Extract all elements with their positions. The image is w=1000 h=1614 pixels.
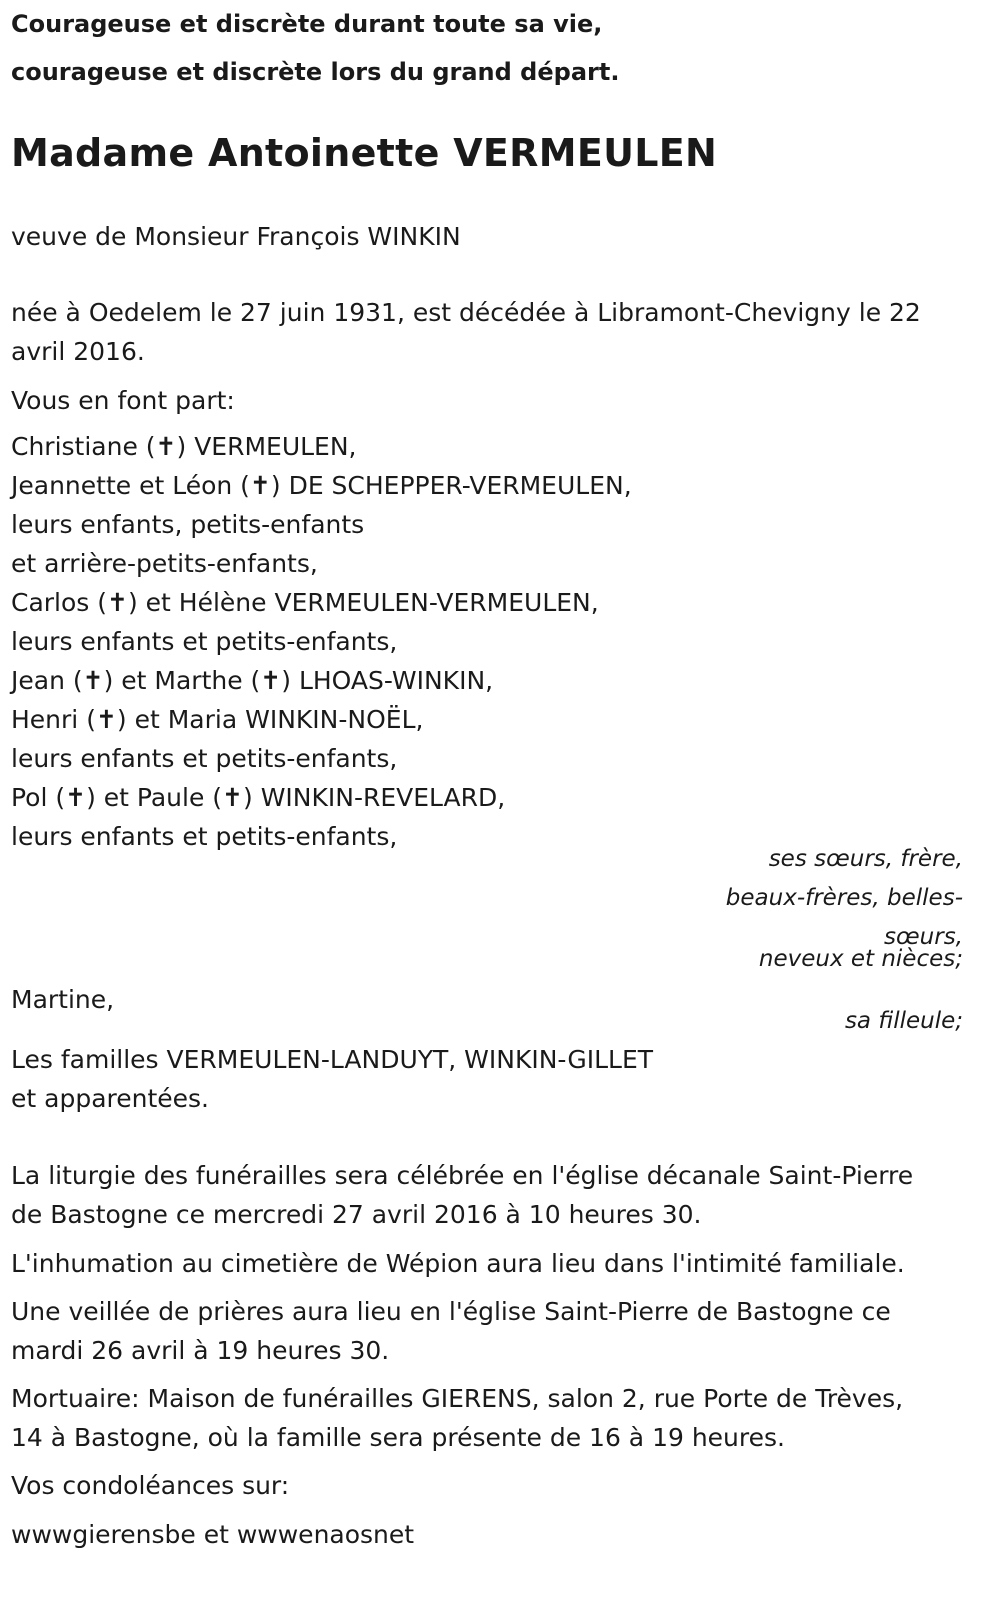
liturgy-line-1: La liturgie des funérailles sera célébrée en l'église décanale Saint-Pierre xyxy=(11,1161,914,1190)
families-line-2: et apparentées. xyxy=(11,1084,209,1113)
epigraph-line-1: Courageuse et discrète durant toute sa vie, xyxy=(11,10,603,38)
relation-note-line-1: ses sœurs, frère, xyxy=(768,846,963,872)
family-line: Henri (✝) et Maria WINKIN-NOËL, xyxy=(11,705,424,734)
relation-note-line-3: sœurs, xyxy=(884,924,963,950)
family-line: et arrière-petits-enfants, xyxy=(11,549,318,578)
announcement-intro: Vous en font part: xyxy=(11,386,235,415)
family-line: Pol (✝) et Paule (✝) WINKIN-REVELARD, xyxy=(11,783,506,812)
epigraph-line-2: courageuse et discrète lors du grand départ. xyxy=(11,58,620,86)
condolences-sites: wwwgierensbe et wwwenaosnet xyxy=(11,1520,415,1549)
burial-info: L'inhumation au cimetière de Wépion aura lieu dans l'intimité familiale. xyxy=(11,1249,905,1278)
family-line: leurs enfants et petits-enfants, xyxy=(11,744,398,773)
family-line: leurs enfants et petits-enfants, xyxy=(11,822,398,851)
widow-of: veuve de Monsieur François WINKIN xyxy=(11,222,461,251)
family-line: Carlos (✝) et Hélène VERMEULEN-VERMEULEN, xyxy=(11,588,599,617)
goddaughter-name: Martine, xyxy=(11,985,115,1014)
vigil-line-1: Une veillée de prières aura lieu en l'église Saint-Pierre de Bastogne ce xyxy=(11,1297,891,1326)
condolences-label: Vos condoléances sur: xyxy=(11,1471,290,1500)
family-line: Jeannette et Léon (✝) DE SCHEPPER-VERMEULEN, xyxy=(11,471,632,500)
birth-death-line-1: née à Oedelem le 27 juin 1931, est décédée à Libramont-Chevigny le 22 xyxy=(11,298,921,327)
relation-note-line-2: beaux-frères, belles- xyxy=(725,885,963,911)
mortuary-line-2: 14 à Bastogne, où la famille sera présente de 16 à 19 heures. xyxy=(11,1423,785,1452)
family-line: Jean (✝) et Marthe (✝) LHOAS-WINKIN, xyxy=(11,666,494,695)
vigil-line-2: mardi 26 avril à 19 heures 30. xyxy=(11,1336,390,1365)
family-line: leurs enfants, petits-enfants xyxy=(11,510,365,539)
deceased-name: Madame Antoinette VERMEULEN xyxy=(11,131,718,175)
goddaughter-note: sa filleule; xyxy=(844,1008,963,1034)
families-line-1: Les familles VERMEULEN-LANDUYT, WINKIN-GILLET xyxy=(11,1045,654,1074)
relation-note-line-4: neveux et nièces; xyxy=(758,946,963,972)
birth-death-line-2: avril 2016. xyxy=(11,337,145,366)
mortuary-line-1: Mortuaire: Maison de funérailles GIERENS, salon 2, rue Porte de Trèves, xyxy=(11,1384,904,1413)
liturgy-line-2: de Bastogne ce mercredi 27 avril 2016 à 10 heures 30. xyxy=(11,1200,702,1229)
family-line: Christiane (✝) VERMEULEN, xyxy=(11,432,357,461)
family-line: leurs enfants et petits-enfants, xyxy=(11,627,398,656)
